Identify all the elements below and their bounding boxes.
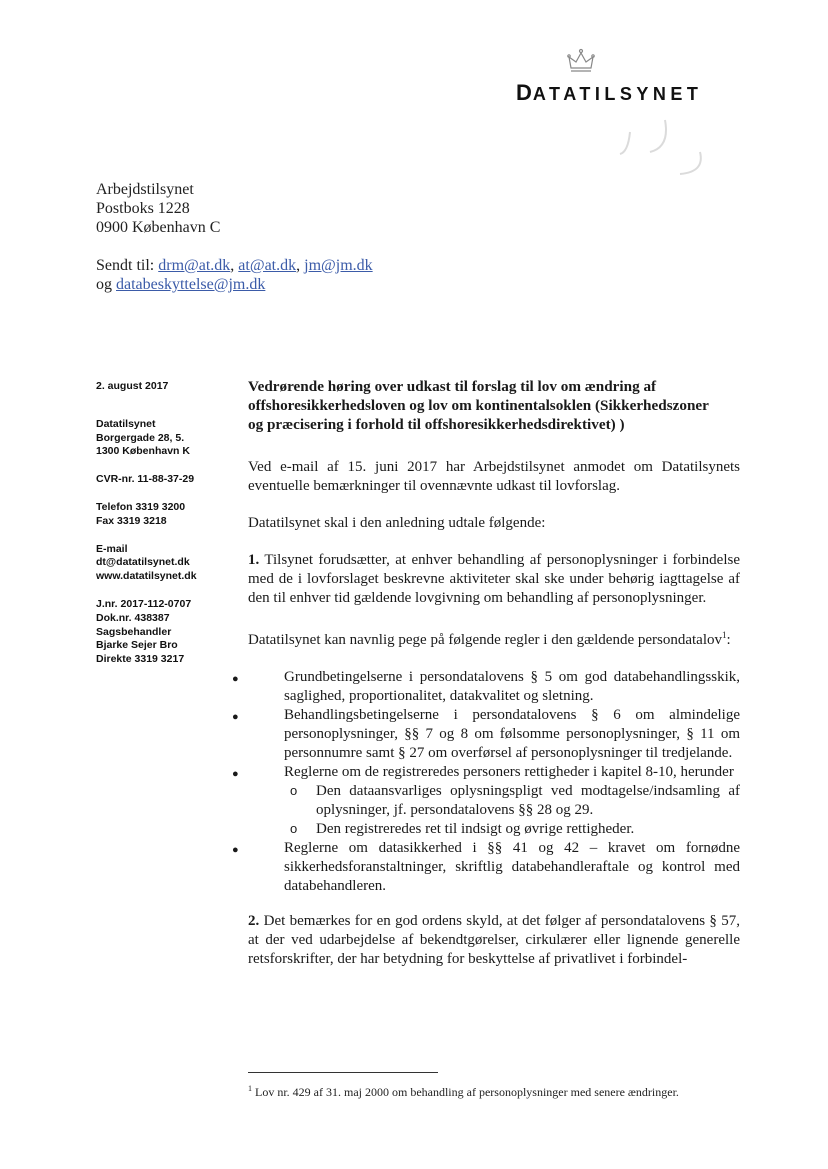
email-link[interactable]: databeskyttelse@jm.dk [116, 276, 266, 293]
case-info: J.nr. 2017-112-0707 Dok.nr. 438387 Sagsbehandler Bjarke Sejer Bro Direkte 3319 3217 [96, 597, 192, 666]
sender-address: Datatilsynet Borgergade 28, 5. 1300 København K [96, 417, 190, 458]
list-item: ● Grundbetingelserne i persondatalovens § 5 om god databehandlingsskik, saglighed, proportionalitet, datakvalitet og sletning. [248, 668, 740, 706]
email-link[interactable]: drm@at.dk [158, 257, 231, 274]
footnote: $^1$ Lov nr. 429 af 31. maj 2000 om behandling af personoplysninger med senere ændringer. [248, 1084, 679, 1099]
letter-body [248, 377, 740, 987]
crown-logo-icon [566, 48, 596, 76]
phone-fax: Telefon 3319 3200 Fax 3319 3218 [96, 500, 186, 527]
paragraph: Datatilsynet skal i den anledning udtale følgende: [248, 515, 546, 531]
letter-title: Vedrørende høring over udkast til forslag til lov om ændring af offshoresikkerhedsloven og lov om kontinentalsoklen (Sikkerhedszoner og præcisering i forhold til offshoresikkerhedsdirektivet) ) [248, 378, 709, 433]
recipient-line: 0900 København C [96, 219, 221, 236]
cvr-number: CVR-nr. 11-88-37-29 [96, 473, 195, 486]
og-label: og [96, 276, 112, 293]
list-item: ● Reglerne om de registreredes personers rettigheder i kapitel 8-10, herunder o Den dataansvarliges oplysningspligt ved modtagelse/indsamling af oplysninger, jf. persondatalovens §§ 28 og 29. o Den registreredes ret til indsigt og øvrige rettigheder. [248, 763, 740, 839]
paragraph: Datatilsynet kan navnlig pege på følgende regler i den gældende persondatalov$^1$: [248, 630, 731, 648]
recipient-line: Arbejdstilsynet [96, 181, 194, 198]
list-item: ● Reglerne om datasikkerhed i §§ 41 og 42 – kravet om fornødne sikkerhedsforanstaltninger, skriftlig databehandleraftale og kontrol med databehandleren. [248, 839, 740, 896]
email-web: E-mail dt@datatilsynet.dk www.datatilsynet.dk [96, 542, 197, 583]
paragraph: 2. Det bemærkes for en god ordens skyld, at det følger af persondatalovens § 57, at der ved udarbejdelse af bekendtgørelser, cirkulærer eller lignende generelle retsforskrifter, der har betydning for beskyttelse af privatlivet i forbindel- [248, 913, 740, 967]
sender-sidebar [96, 380, 236, 681]
rules-list [248, 668, 740, 896]
received-stamp-icon [610, 112, 720, 192]
sub-list-item: o Den dataansvarliges oplysningspligt ved modtagelse/indsamling af oplysninger, jf. persondatalovens §§ 28 og 29. [284, 782, 740, 820]
paragraph: Ved e-mail af 15. juni 2017 har Arbejdstilsynet anmodet om Datatilsynets eventuelle bemærkninger til ovennævnte udkast til lovforslag. [248, 459, 740, 494]
email-link[interactable]: at@at.dk [238, 257, 297, 274]
brand-wordmark: DATATILSYNET [516, 80, 703, 105]
email-link[interactable]: jm@jm.dk [304, 257, 373, 274]
sub-list [284, 782, 740, 839]
letter-date: 2. august 2017 [96, 380, 169, 392]
footnote-ref: 1 [722, 630, 727, 640]
paragraph: 1. Tilsynet forudsætter, at enhver behandling af personoplysninger i forbindelse med de i lovforslaget beskrevne aktiviteter skal ske under behørig iagttagelse af den til enhver tid gældende lovgivning om behandling af personoplysninger. [248, 552, 740, 606]
recipient-address [96, 180, 220, 237]
list-item: ● Behandlingsbetingelserne i persondatalovens § 6 om almindelige personoplysninger, §§ 7 og 8 om følsomme personoplysninger, § 11 om personnumre samt § 27 om overførsel af personoplysninger til tredjelande. [248, 706, 740, 763]
footnote-divider [248, 1072, 438, 1073]
sub-list-item: o Den registreredes ret til indsigt og øvrige rettigheder. [284, 820, 740, 839]
sent-to: Sendt til: drm@at.dk, at@at.dk, jm@jm.dk og databeskyttelse@jm.dk [96, 257, 373, 293]
recipient-line: Postboks 1228 [96, 200, 190, 217]
sent-to-label: Sendt til: [96, 257, 155, 274]
